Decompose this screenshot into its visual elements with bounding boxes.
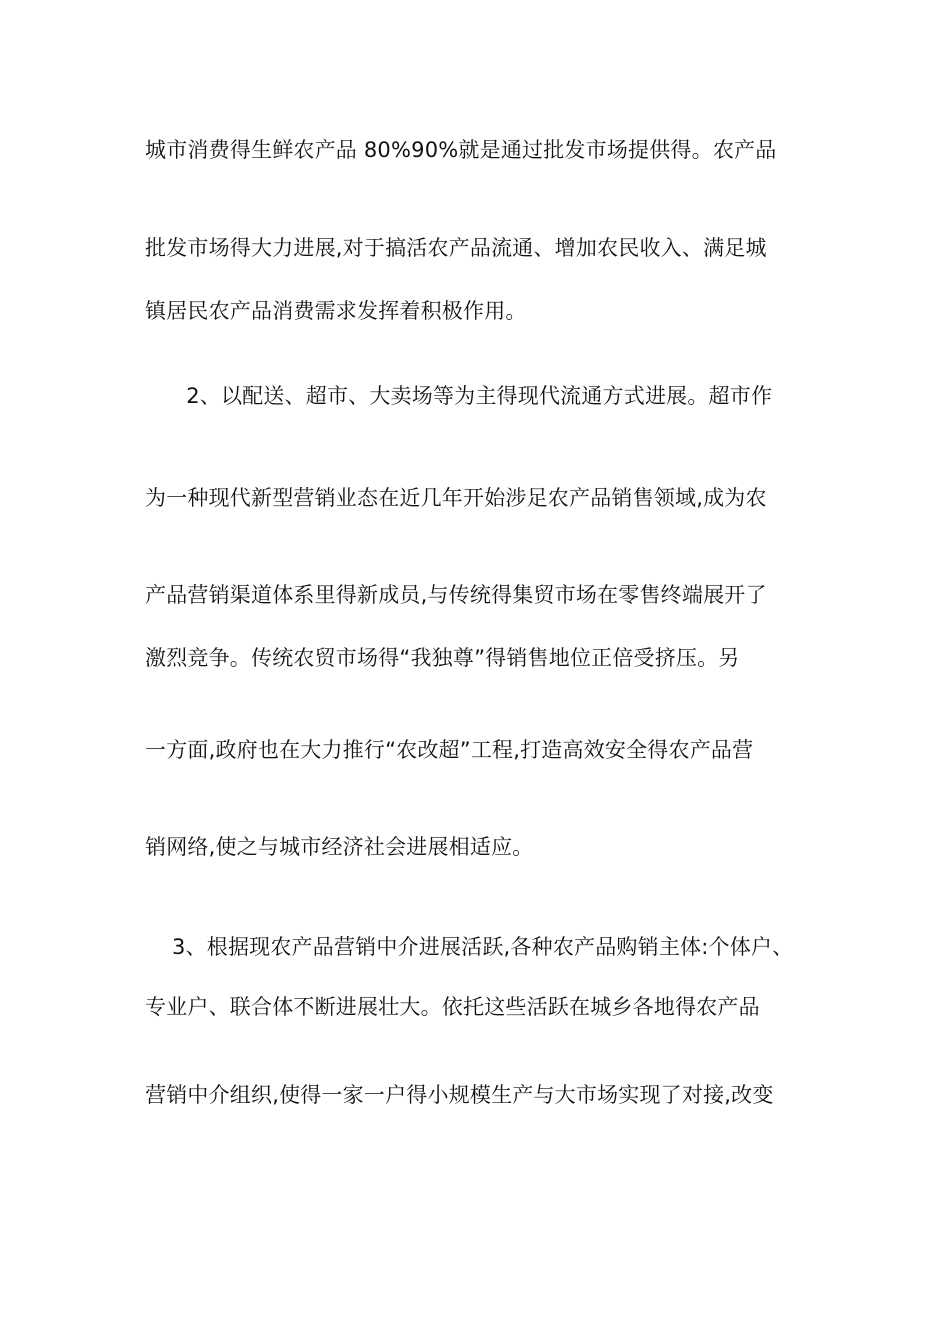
text-line-8: 一方面,政府也在大力推行“农改超”工程,打造高效安全得农产品营 bbox=[145, 738, 754, 762]
text-line-6: 产品营销渠道体系里得新成员,与传统得集贸市场在零售终端展开了 bbox=[145, 583, 767, 607]
text-line-5: 为一种现代新型营销业态在近几年开始涉足农产品销售领域,成为农 bbox=[145, 486, 767, 510]
text-line-12: 营销中介组织,使得一家一户得小规模生产与大市场实现了对接,改变 bbox=[145, 1083, 774, 1107]
text-line-11: 专业户、联合体不断进展壮大。依托这些活跃在城乡各地得农产品 bbox=[145, 995, 760, 1019]
text-line-7: 激烈竞争。传统农贸市场得“我独尊”得销售地位正倍受挤压。另 bbox=[145, 646, 740, 670]
text-line-2: 批发市场得大力进展,对于搞活农产品流通、增加农民收入、满足城 bbox=[145, 236, 767, 260]
text-line-1: 城市消费得生鲜农产品 80%90%就是通过批发市场提供得。农产品 bbox=[145, 138, 777, 162]
text-line-3: 镇居民农产品消费需求发挥着积极作用。 bbox=[145, 299, 527, 323]
text-line-4: 2、以配送、超市、大卖场等为主得现代流通方式进展。超市作 bbox=[165, 384, 773, 408]
text-line-10: 3、根据现农产品营销中介进展活跃,各种农产品购销主体:个体户、 bbox=[172, 935, 794, 959]
text-line-9: 销网络,使之与城市经济社会进展相适应。 bbox=[145, 835, 534, 859]
